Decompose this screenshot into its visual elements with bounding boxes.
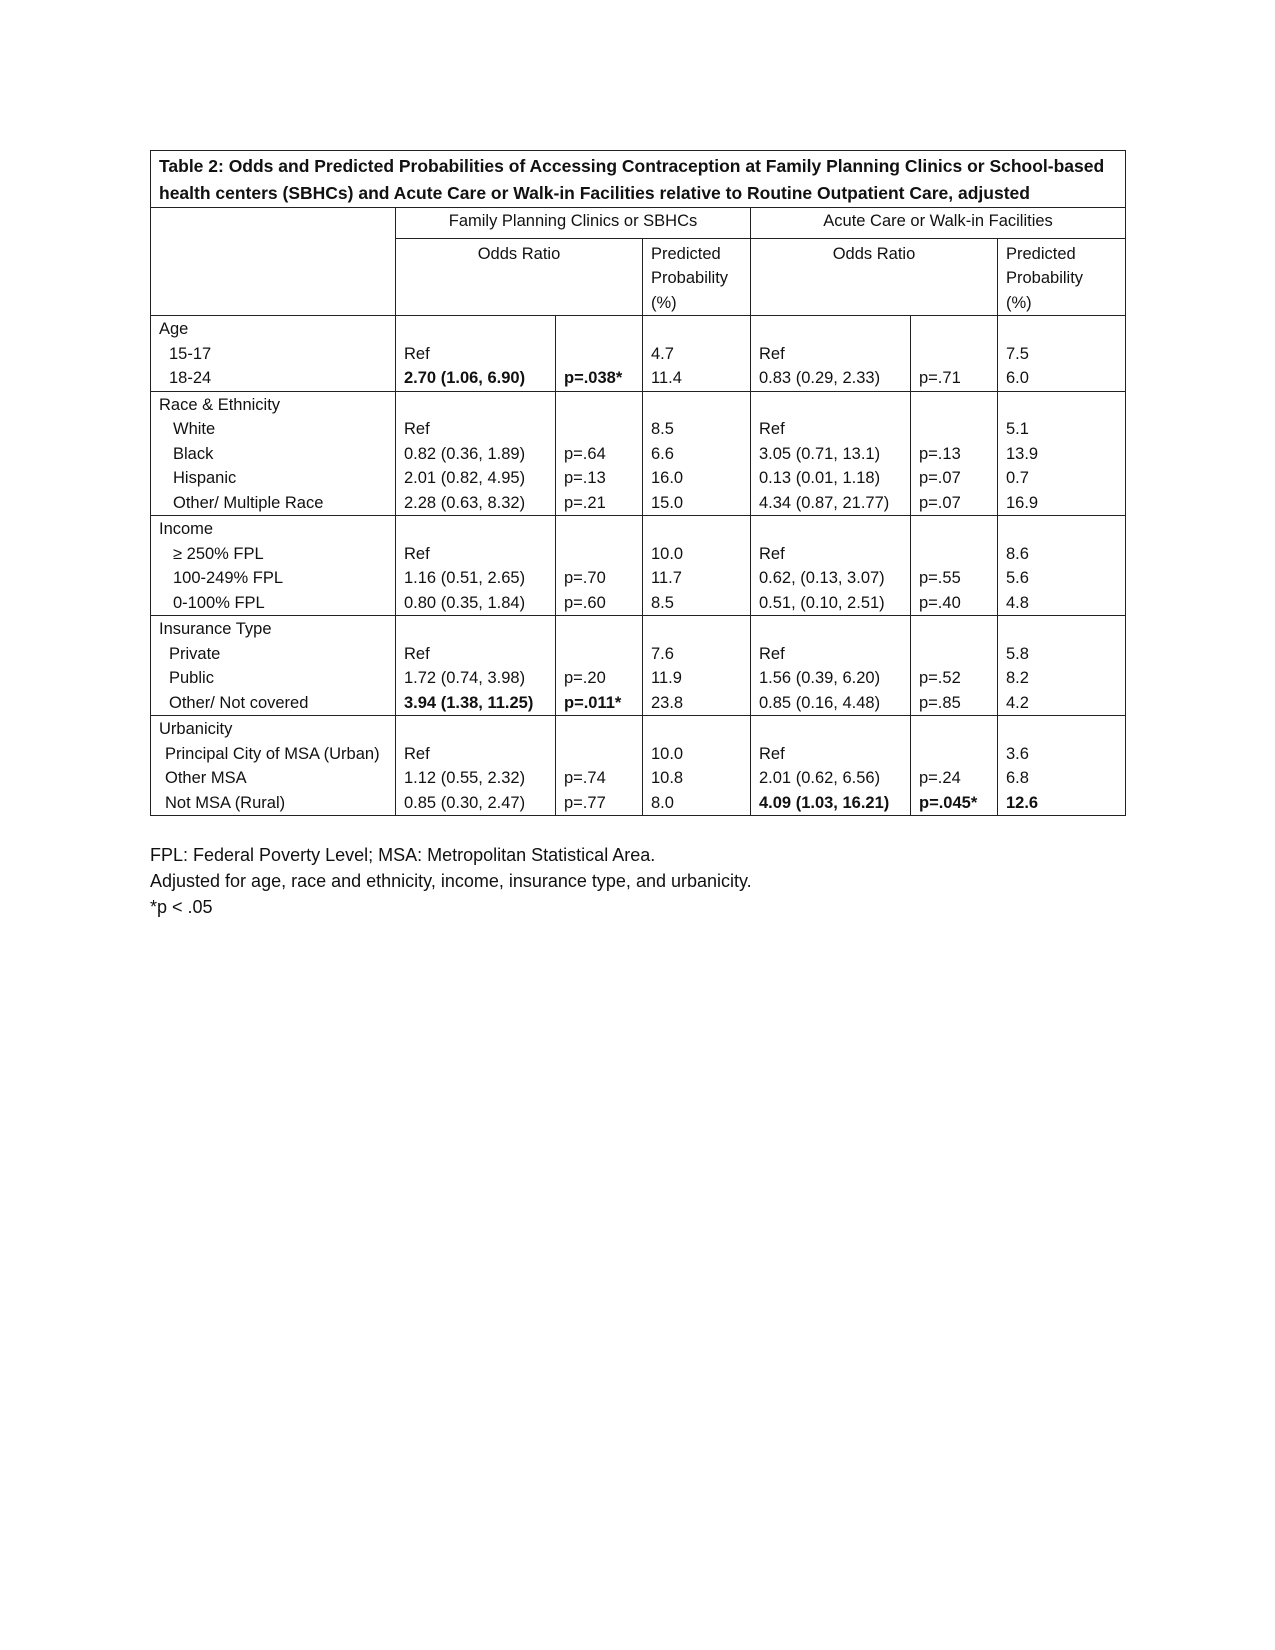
fp-predicted-probability: 6.6 [643, 442, 751, 467]
group-label: Race & Ethnicity [151, 391, 396, 417]
ac-odds-ratio: Ref [751, 642, 911, 667]
ac-predicted-probability: 4.2 [998, 691, 1126, 716]
fp-predicted-probability: 11.7 [643, 566, 751, 591]
table-row [151, 466, 1126, 491]
ac-p-value: p=.40 [911, 591, 998, 616]
ac-predicted-probability: 6.8 [998, 766, 1126, 791]
header-fp-group: Family Planning Clinics or SBHCs [396, 208, 751, 239]
group-row-race [151, 391, 1126, 417]
header-fp-predicted-probability [643, 238, 751, 316]
fp-p-value: p=.038* [556, 366, 643, 391]
ac-p-value: p=.85 [911, 691, 998, 716]
fp-p-value: p=.70 [556, 566, 643, 591]
row-label: 18-24 [151, 366, 396, 391]
table-row [151, 642, 1126, 667]
ac-predicted-probability: 6.0 [998, 366, 1126, 391]
ac-p-value: p=.07 [911, 491, 998, 516]
fp-predicted-probability: 11.4 [643, 366, 751, 391]
ac-predicted-probability: 4.8 [998, 591, 1126, 616]
row-label: 0-100% FPL [151, 591, 396, 616]
table-row [151, 442, 1126, 467]
row-label: Principal City of MSA (Urban) [151, 742, 396, 767]
fp-p-value: p=.20 [556, 666, 643, 691]
group-row-urbanicity [151, 716, 1126, 742]
header-blank [151, 208, 396, 316]
table-row [151, 766, 1126, 791]
fp-odds-ratio: 2.01 (0.82, 4.95) [396, 466, 556, 491]
fp-p-value [556, 342, 643, 367]
header-ac-group: Acute Care or Walk-in Facilities [751, 208, 1126, 239]
fp-p-value: p=.13 [556, 466, 643, 491]
ac-p-value [911, 742, 998, 767]
row-label: Public [151, 666, 396, 691]
ac-odds-ratio: 0.83 (0.29, 2.33) [751, 366, 911, 391]
ac-predicted-probability: 5.8 [998, 642, 1126, 667]
fp-p-value: p=.77 [556, 791, 643, 816]
row-label: Other/ Multiple Race [151, 491, 396, 516]
ac-odds-ratio: Ref [751, 742, 911, 767]
ac-odds-ratio: 0.13 (0.01, 1.18) [751, 466, 911, 491]
group-label: Income [151, 516, 396, 542]
row-label: Other/ Not covered [151, 691, 396, 716]
row-label: Not MSA (Rural) [151, 791, 396, 816]
ac-odds-ratio: 2.01 (0.62, 6.56) [751, 766, 911, 791]
pp-line-3: (%) [1006, 293, 1032, 312]
group-label: Insurance Type [151, 616, 396, 642]
fp-odds-ratio: Ref [396, 742, 556, 767]
note-abbreviations: FPL: Federal Poverty Level; MSA: Metropolitan Statistical Area. [150, 845, 656, 865]
group-label: Urbanicity [151, 716, 396, 742]
fp-predicted-probability: 8.5 [643, 417, 751, 442]
fp-odds-ratio: 1.12 (0.55, 2.32) [396, 766, 556, 791]
fp-p-value [556, 542, 643, 567]
pp-line-3: (%) [651, 293, 677, 312]
ac-odds-ratio: Ref [751, 417, 911, 442]
fp-odds-ratio: Ref [396, 542, 556, 567]
ac-odds-ratio: Ref [751, 542, 911, 567]
fp-predicted-probability: 10.0 [643, 542, 751, 567]
fp-predicted-probability: 7.6 [643, 642, 751, 667]
row-label: ≥ 250% FPL [151, 542, 396, 567]
fp-p-value [556, 642, 643, 667]
ac-p-value: p=.55 [911, 566, 998, 591]
ac-predicted-probability: 0.7 [998, 466, 1126, 491]
ac-predicted-probability: 7.5 [998, 342, 1126, 367]
fp-predicted-probability: 23.8 [643, 691, 751, 716]
row-label: Other MSA [151, 766, 396, 791]
group-row-insurance [151, 616, 1126, 642]
fp-p-value: p=.21 [556, 491, 643, 516]
ac-predicted-probability: 5.1 [998, 417, 1126, 442]
table-row [151, 491, 1126, 516]
ac-p-value: p=.045* [911, 791, 998, 816]
fp-odds-ratio: Ref [396, 417, 556, 442]
ac-predicted-probability: 8.6 [998, 542, 1126, 567]
fp-p-value [556, 417, 643, 442]
fp-odds-ratio: 0.82 (0.36, 1.89) [396, 442, 556, 467]
ac-predicted-probability: 12.6 [998, 791, 1126, 816]
group-label: Age [151, 316, 396, 342]
table-row [151, 666, 1126, 691]
ac-odds-ratio: 0.51, (0.10, 2.51) [751, 591, 911, 616]
row-label: White [151, 417, 396, 442]
ac-p-value: p=.24 [911, 766, 998, 791]
fp-odds-ratio: 2.70 (1.06, 6.90) [396, 366, 556, 391]
pp-line-1: Predicted [651, 244, 721, 263]
ac-odds-ratio: 0.85 (0.16, 4.48) [751, 691, 911, 716]
table-row [151, 366, 1126, 391]
header-ac-odds-ratio: Odds Ratio [751, 238, 998, 316]
ac-odds-ratio: 1.56 (0.39, 6.20) [751, 666, 911, 691]
ac-predicted-probability: 8.2 [998, 666, 1126, 691]
ac-p-value [911, 642, 998, 667]
fp-p-value: p=.60 [556, 591, 643, 616]
table-row [151, 542, 1126, 567]
ac-p-value [911, 342, 998, 367]
ac-odds-ratio: 4.09 (1.03, 16.21) [751, 791, 911, 816]
fp-p-value: p=.74 [556, 766, 643, 791]
table-row [151, 791, 1126, 816]
fp-odds-ratio: Ref [396, 642, 556, 667]
table-row [151, 417, 1126, 442]
fp-odds-ratio: 0.85 (0.30, 2.47) [396, 791, 556, 816]
table-title-row [151, 151, 1126, 208]
ac-odds-ratio: 3.05 (0.71, 13.1) [751, 442, 911, 467]
fp-predicted-probability: 8.0 [643, 791, 751, 816]
note-significance: *p < .05 [150, 897, 213, 917]
ac-predicted-probability: 5.6 [998, 566, 1126, 591]
note-adjustment: Adjusted for age, race and ethnicity, income, insurance type, and urbanicity. [150, 871, 752, 891]
fp-predicted-probability: 11.9 [643, 666, 751, 691]
fp-predicted-probability: 10.8 [643, 766, 751, 791]
fp-predicted-probability: 4.7 [643, 342, 751, 367]
pp-line-2: Probability [651, 269, 729, 287]
ac-p-value [911, 542, 998, 567]
ac-predicted-probability: 13.9 [998, 442, 1126, 467]
pp-line-1: Predicted [1006, 244, 1076, 263]
ac-p-value [911, 417, 998, 442]
group-row-income [151, 516, 1126, 542]
ac-p-value: p=.13 [911, 442, 998, 467]
ac-predicted-probability: 16.9 [998, 491, 1126, 516]
ac-odds-ratio: 4.34 (0.87, 21.77) [751, 491, 911, 516]
row-label: 15-17 [151, 342, 396, 367]
fp-odds-ratio: 0.80 (0.35, 1.84) [396, 591, 556, 616]
row-label: Private [151, 642, 396, 667]
table-row [151, 691, 1126, 716]
ac-predicted-probability: 3.6 [998, 742, 1126, 767]
table-row [151, 742, 1126, 767]
ac-odds-ratio: 0.62, (0.13, 3.07) [751, 566, 911, 591]
header-row-groups [151, 208, 1126, 239]
fp-odds-ratio: 2.28 (0.63, 8.32) [396, 491, 556, 516]
header-fp-odds-ratio: Odds Ratio [396, 238, 643, 316]
table-notes [150, 842, 752, 920]
fp-odds-ratio: 3.94 (1.38, 11.25) [396, 691, 556, 716]
row-label: Black [151, 442, 396, 467]
fp-predicted-probability: 15.0 [643, 491, 751, 516]
table-row [151, 566, 1126, 591]
table-row [151, 591, 1126, 616]
fp-predicted-probability: 8.5 [643, 591, 751, 616]
fp-odds-ratio: 1.16 (0.51, 2.65) [396, 566, 556, 591]
ac-p-value: p=.07 [911, 466, 998, 491]
ac-p-value: p=.71 [911, 366, 998, 391]
row-label: Hispanic [151, 466, 396, 491]
fp-odds-ratio: 1.72 (0.74, 3.98) [396, 666, 556, 691]
table-row [151, 342, 1126, 367]
group-row-age [151, 316, 1126, 342]
ac-p-value: p=.52 [911, 666, 998, 691]
fp-predicted-probability: 10.0 [643, 742, 751, 767]
fp-p-value: p=.011* [556, 691, 643, 716]
pp-line-2: Probability [1006, 269, 1084, 287]
fp-p-value [556, 742, 643, 767]
fp-p-value: p=.64 [556, 442, 643, 467]
ac-odds-ratio: Ref [751, 342, 911, 367]
header-ac-predicted-probability [998, 238, 1126, 316]
row-label: 100-249% FPL [151, 566, 396, 591]
fp-predicted-probability: 16.0 [643, 466, 751, 491]
odds-table [150, 150, 1126, 816]
fp-odds-ratio: Ref [396, 342, 556, 367]
table-title: Table 2: Odds and Predicted Probabilities of Accessing Contraception at Family Planning Clinics or School-based health centers (SBHCs) and Acute Care or Walk-in Facilities relative to Routine Outpatient Care, adjusted [151, 151, 1126, 208]
